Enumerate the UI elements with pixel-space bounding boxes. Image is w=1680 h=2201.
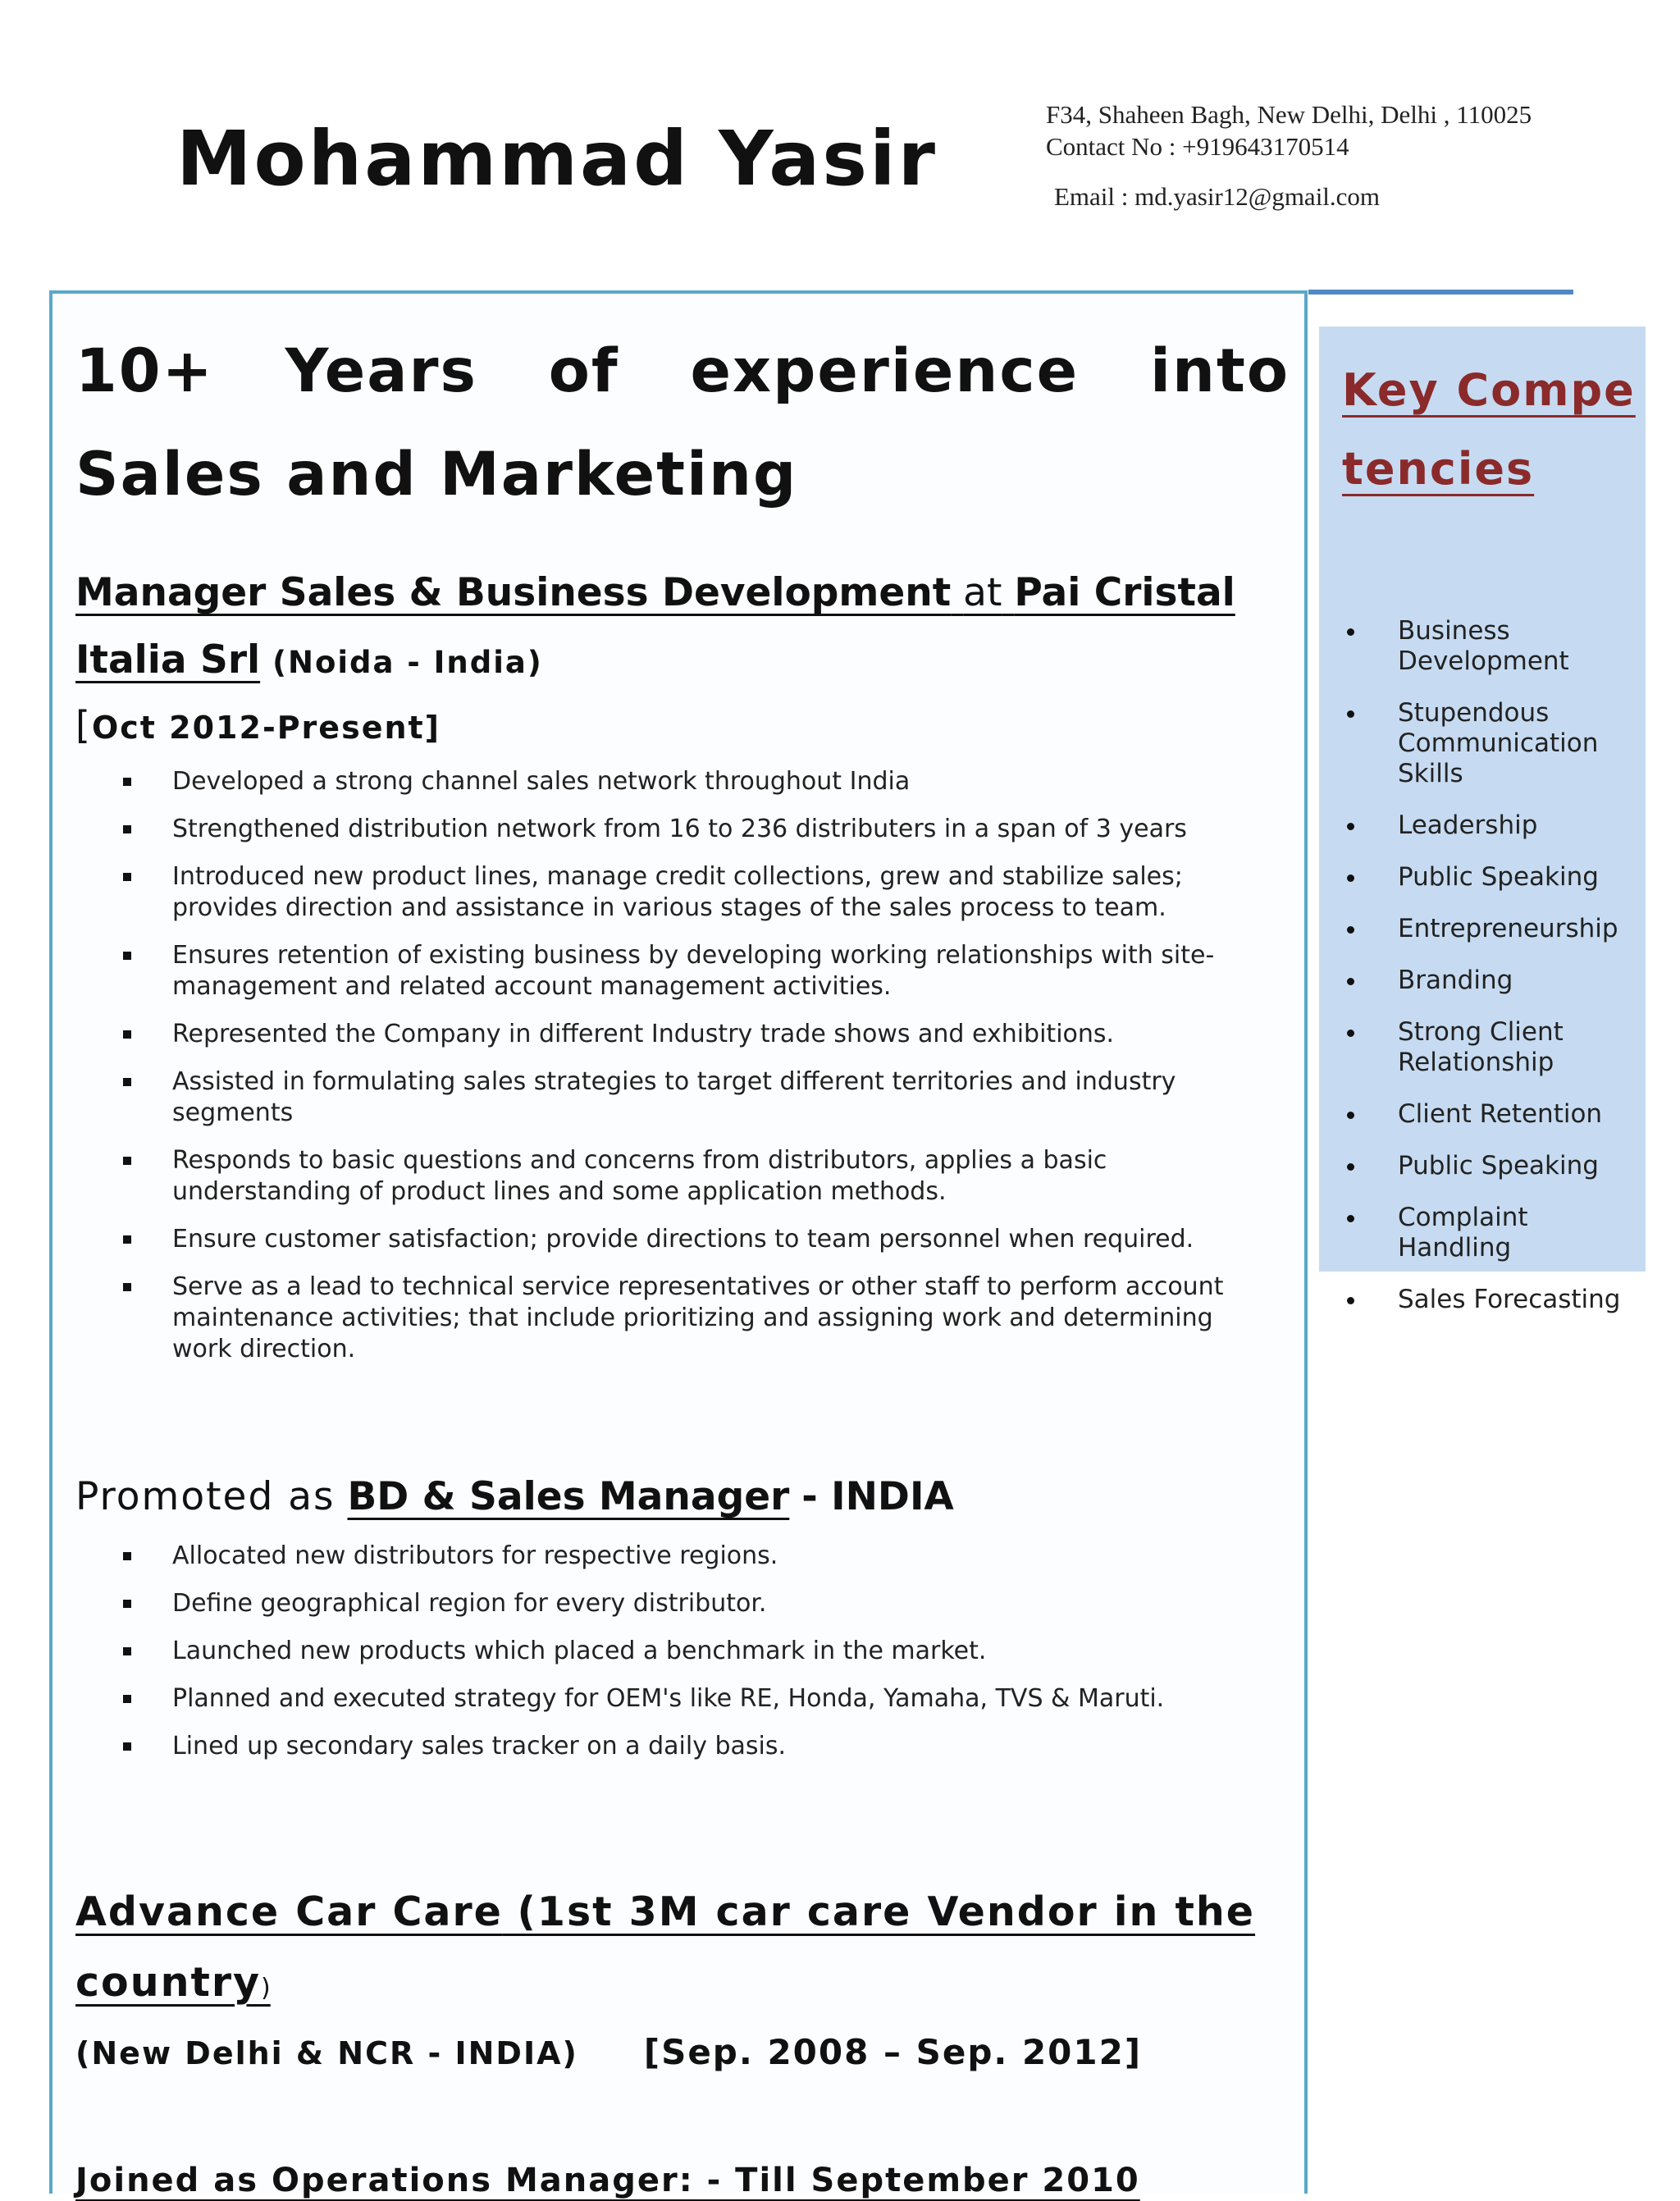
job2-note: (1st 3M car care Vendor in the country <box>75 1888 1256 2006</box>
job2-heading: Advance Car Care (1st 3M car care Vendor in the country) <box>75 1888 1256 2006</box>
list-item: Public Speaking <box>1342 862 1637 893</box>
address: F34, Shaheen Bagh, New Delhi, Delhi , 110025 <box>1046 100 1532 129</box>
list-item: Allocated new distributors for respective regions. <box>75 1541 1257 1572</box>
list-item: Introduced new product lines, manage credit collections, grew and stabilize sales; provides direction and assistance in various stages of the sales process to team. <box>75 861 1257 924</box>
promoted-bullets <box>75 1541 1290 1762</box>
list-item: Public Speaking <box>1342 1151 1637 1181</box>
contact-block <box>1046 98 1532 212</box>
main-content <box>75 320 1290 2201</box>
list-item: Stupendous Communication Skills <box>1342 698 1637 789</box>
key-competencies-panel <box>1319 326 1646 1314</box>
list-item: Branding <box>1342 966 1637 996</box>
phone: Contact No : +919643170514 <box>1046 132 1349 161</box>
list-item: Leadership <box>1342 811 1637 841</box>
job1-title: Manager Sales & Business Development <box>75 570 952 615</box>
job2-location-dates: (New Delhi & NCR - INDIA) [Sep. 2008 – Sep. 2012] <box>75 2032 1143 2072</box>
list-item: Assisted in formulating sales strategies to target different territories and industry segments <box>75 1066 1257 1129</box>
list-item: Lined up secondary sales tracker on a daily basis. <box>75 1731 1257 1762</box>
job1-dates: [Oct 2012-Present] <box>75 703 441 747</box>
email: Email : md.yasir12@gmail.com <box>1054 182 1381 211</box>
job1-bullets <box>75 766 1290 1365</box>
list-item: Responds to basic questions and concerns from distributors, applies a basic understanding of product lines and some application methods. <box>75 1145 1257 1208</box>
list-item: Represented the Company in different Industry trade shows and exhibitions. <box>75 1019 1257 1050</box>
list-item: Ensure customer satisfaction; provide directions to team personnel when required. <box>75 1224 1257 1255</box>
list-item: Entrepreneurship <box>1342 914 1637 944</box>
job2-joined: Joined as Operations Manager: - Till September 2010 <box>75 2162 1140 2199</box>
sidebar-top-rule <box>1308 290 1573 295</box>
list-item: Sales Forecasting <box>1342 1285 1637 1315</box>
job2-company: Advance Car Care <box>75 1888 503 1935</box>
competencies-list <box>1342 616 1637 1336</box>
competencies-title: Key Competencies <box>1342 364 1636 495</box>
promoted-role: BD & Sales Manager <box>347 1474 790 1519</box>
job1-at: at <box>963 570 1002 615</box>
list-item: Client Retention <box>1342 1099 1637 1130</box>
job1-location: (Noida - India) <box>272 645 543 680</box>
job1-company: Pai Cristal Italia Srl <box>75 570 1235 683</box>
list-item: Launched new products which placed a benchmark in the market. <box>75 1636 1257 1667</box>
promoted-heading: Promoted as BD & Sales Manager - INDIA <box>75 1474 954 1519</box>
list-item: Define geographical region for every distributor. <box>75 1588 1257 1619</box>
candidate-name: Mohammad Yasir <box>176 115 938 203</box>
job1-heading <box>75 559 1290 696</box>
list-item: Strong Client Relationship <box>1342 1017 1637 1078</box>
list-item: Strengthened distribution network from 16 to 236 distributers in a span of 3 years <box>75 814 1257 845</box>
list-item: Ensures retention of existing business by developing working relationships with site-management and related account management activities. <box>75 940 1257 1002</box>
list-item: Business Development <box>1342 616 1637 677</box>
list-item: Planned and executed strategy for OEM's like RE, Honda, Yamaha, TVS & Maruti. <box>75 1683 1257 1715</box>
list-item: Serve as a lead to technical service representatives or other staff to perform account maintenance activities; that include prioritizing and assigning work and determining work direction. <box>75 1272 1257 1365</box>
experience-headline: 10+ Years of experience into Sales and Marketing <box>75 336 1290 509</box>
list-item: Developed a strong channel sales network throughout India <box>75 766 1257 797</box>
list-item: Complaint Handling <box>1342 1203 1637 1263</box>
